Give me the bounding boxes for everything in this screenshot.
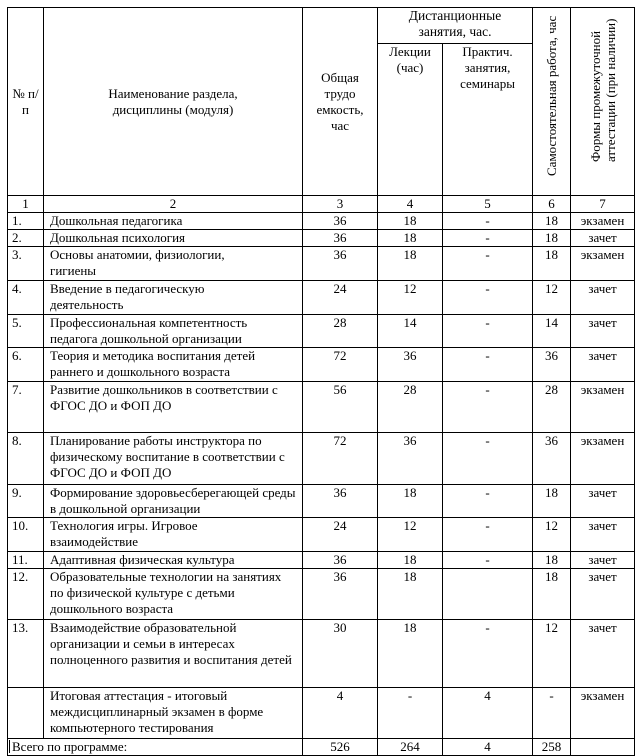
lecture-hours: 12 bbox=[378, 518, 443, 552]
table-header bbox=[8, 8, 635, 213]
self-study-hours: 18 bbox=[533, 485, 571, 518]
practice-hours: - bbox=[443, 552, 533, 569]
practice-hours: - bbox=[443, 348, 533, 382]
row-number bbox=[8, 688, 44, 739]
self-study-hours: 12 bbox=[533, 281, 571, 315]
practice-hours: - bbox=[443, 485, 533, 518]
discipline-name: Теория и методика воспитания детей раннего и дошкольного возраста bbox=[44, 348, 303, 382]
header-lectures-text: Лекции (час) bbox=[389, 44, 431, 75]
table-row bbox=[8, 281, 635, 315]
practice-hours: - bbox=[443, 518, 533, 552]
total-hours: 28 bbox=[303, 315, 378, 348]
total-hours: 24 bbox=[303, 518, 378, 552]
self-study-hours: 12 bbox=[533, 518, 571, 552]
discipline-name: Взаимодействие образовательной организации и семьи в интересах полноценного развития и воспитания детей bbox=[44, 620, 303, 688]
lecture-hours: 18 bbox=[378, 247, 443, 281]
header-self-study-text: Самостоятельная работа, час bbox=[543, 15, 559, 176]
totals-label: Всего по программе: bbox=[8, 739, 303, 756]
attestation-form: зачет bbox=[571, 485, 635, 518]
header-total-text: Общая трудо емкость, час bbox=[316, 69, 364, 133]
table-row bbox=[8, 569, 635, 620]
attestation-form: зачет bbox=[571, 518, 635, 552]
column-number: 4 bbox=[378, 196, 443, 213]
row-number: 12. bbox=[8, 569, 44, 620]
attestation-form: экзамен bbox=[571, 213, 635, 230]
self-study-hours: 18 bbox=[533, 569, 571, 620]
header-self-study bbox=[533, 8, 571, 196]
self-study-hours: 36 bbox=[533, 348, 571, 382]
row-number: 4. bbox=[8, 281, 44, 315]
row-number: 11. bbox=[8, 552, 44, 569]
column-number: 7 bbox=[571, 196, 635, 213]
practice-hours: - bbox=[443, 281, 533, 315]
discipline-name: Образовательные технологии на занятиях по физической культуре с детьми дошкольного возраста bbox=[44, 569, 303, 620]
attestation-form: зачет bbox=[571, 569, 635, 620]
discipline-name: Адаптивная физическая культура bbox=[44, 552, 303, 569]
lecture-hours: 18 bbox=[378, 620, 443, 688]
total-hours: 56 bbox=[303, 382, 378, 433]
self-study-hours: 18 bbox=[533, 247, 571, 281]
table-row bbox=[8, 382, 635, 433]
header-attestation-forms bbox=[571, 8, 635, 196]
table-row bbox=[8, 433, 635, 485]
row-number: 13. bbox=[8, 620, 44, 688]
column-number: 1 bbox=[8, 196, 44, 213]
practice-hours: - bbox=[443, 382, 533, 433]
totals-practice-hours: 4 bbox=[443, 739, 533, 756]
total-hours: 36 bbox=[303, 247, 378, 281]
discipline-name: Итоговая аттестация - итоговый междисциплинарный экзамен в форме компьютерного тестирования bbox=[44, 688, 303, 739]
self-study-hours: 36 bbox=[533, 433, 571, 485]
discipline-name: Технология игры. Игровое взаимодействие bbox=[44, 518, 303, 552]
total-hours: 36 bbox=[303, 485, 378, 518]
total-hours: 36 bbox=[303, 552, 378, 569]
header-lectures bbox=[378, 44, 443, 196]
lecture-hours: 36 bbox=[378, 433, 443, 485]
table-row bbox=[8, 315, 635, 348]
row-number: 10. bbox=[8, 518, 44, 552]
attestation-form: экзамен bbox=[571, 688, 635, 739]
column-number: 3 bbox=[303, 196, 378, 213]
self-study-hours: 14 bbox=[533, 315, 571, 348]
table-row bbox=[8, 213, 635, 230]
lecture-hours: 14 bbox=[378, 315, 443, 348]
header-total-hours bbox=[303, 8, 378, 196]
row-number: 9. bbox=[8, 485, 44, 518]
totals-self-study-hours: 258 bbox=[533, 739, 571, 756]
self-study-hours: 28 bbox=[533, 382, 571, 433]
discipline-name: Формирование здоровьесберегающей среды в дошкольной организации bbox=[44, 485, 303, 518]
table-row bbox=[8, 348, 635, 382]
attestation-form: экзамен bbox=[571, 382, 635, 433]
practice-hours: 4 bbox=[443, 688, 533, 739]
row-number: 7. bbox=[8, 382, 44, 433]
lecture-hours: 18 bbox=[378, 213, 443, 230]
header-name bbox=[44, 8, 303, 196]
column-number: 6 bbox=[533, 196, 571, 213]
discipline-name: Дошкольная психология bbox=[44, 230, 303, 247]
lecture-hours: - bbox=[378, 688, 443, 739]
self-study-hours: - bbox=[533, 688, 571, 739]
table-row bbox=[8, 485, 635, 518]
attestation-form: экзамен bbox=[571, 433, 635, 485]
row-number: 8. bbox=[8, 433, 44, 485]
attestation-form: зачет bbox=[571, 620, 635, 688]
practice-hours: - bbox=[443, 433, 533, 485]
discipline-name: Планирование работы инструктора по физическому воспитание в соответствии с ФГОС ДО и ФОП ДО bbox=[44, 433, 303, 485]
header-distance-text: Дистанционные занятия, час. bbox=[408, 8, 502, 39]
row-number: 2. bbox=[8, 230, 44, 247]
practice-hours: - bbox=[443, 247, 533, 281]
attestation-form: экзамен bbox=[571, 247, 635, 281]
table-row bbox=[8, 620, 635, 688]
table-row bbox=[8, 552, 635, 569]
column-number: 5 bbox=[443, 196, 533, 213]
practice-hours: - bbox=[443, 213, 533, 230]
lecture-hours: 18 bbox=[378, 230, 443, 247]
attestation-form: зачет bbox=[571, 552, 635, 569]
total-hours: 24 bbox=[303, 281, 378, 315]
row-number: 3. bbox=[8, 247, 44, 281]
discipline-name: Профессиональная компетентность педагога дошкольной организации bbox=[44, 315, 303, 348]
header-practice bbox=[443, 44, 533, 196]
total-hours: 30 bbox=[303, 620, 378, 688]
column-number: 2 bbox=[44, 196, 303, 213]
lecture-hours: 18 bbox=[378, 552, 443, 569]
discipline-name: Дошкольная педагогика bbox=[44, 213, 303, 230]
header-number bbox=[8, 8, 44, 196]
total-hours: 72 bbox=[303, 433, 378, 485]
text-cursor-mark bbox=[9, 740, 10, 753]
attestation-form: зачет bbox=[571, 348, 635, 382]
self-study-hours: 18 bbox=[533, 213, 571, 230]
total-hours: 36 bbox=[303, 213, 378, 230]
self-study-hours: 18 bbox=[533, 230, 571, 247]
practice-hours: - bbox=[443, 230, 533, 247]
header-number-text: № п/п bbox=[12, 85, 39, 117]
table-row bbox=[8, 247, 635, 281]
header-attestation-text: Формы промежуточной аттестации (при наличии) bbox=[587, 18, 618, 162]
discipline-name: Основы анатомии, физиологии, гигиены bbox=[44, 247, 303, 281]
attestation-form: зачет bbox=[571, 315, 635, 348]
total-hours: 36 bbox=[303, 569, 378, 620]
table-body bbox=[8, 213, 635, 756]
totals-lecture-hours: 264 bbox=[378, 739, 443, 756]
practice-hours bbox=[443, 569, 533, 620]
discipline-name: Развитие дошкольников в соответствии с ФГОС ДО и ФОП ДО bbox=[44, 382, 303, 433]
lecture-hours: 36 bbox=[378, 348, 443, 382]
practice-hours: - bbox=[443, 620, 533, 688]
practice-hours: - bbox=[443, 315, 533, 348]
lecture-hours: 18 bbox=[378, 569, 443, 620]
table-row bbox=[8, 518, 635, 552]
lecture-hours: 18 bbox=[378, 485, 443, 518]
total-hours: 36 bbox=[303, 230, 378, 247]
table-row bbox=[8, 230, 635, 247]
lecture-hours: 12 bbox=[378, 281, 443, 315]
row-number: 6. bbox=[8, 348, 44, 382]
header-practice-text: Практич. занятия, семинары bbox=[460, 44, 515, 91]
column-number-row bbox=[8, 196, 635, 213]
attestation-form: зачет bbox=[571, 230, 635, 247]
curriculum-table bbox=[7, 7, 635, 756]
self-study-hours: 12 bbox=[533, 620, 571, 688]
header-distance-classes bbox=[378, 8, 533, 44]
totals-total-hours: 526 bbox=[303, 739, 378, 756]
discipline-name: Введение в педагогическую деятельность bbox=[44, 281, 303, 315]
lecture-hours: 28 bbox=[378, 382, 443, 433]
attestation-form: зачет bbox=[571, 281, 635, 315]
table-row-final-attestation bbox=[8, 688, 635, 739]
row-number: 5. bbox=[8, 315, 44, 348]
row-number: 1. bbox=[8, 213, 44, 230]
total-hours: 72 bbox=[303, 348, 378, 382]
header-name-text: Наименование раздела, дисциплины (модуля) bbox=[108, 85, 238, 117]
total-hours: 4 bbox=[303, 688, 378, 739]
self-study-hours: 18 bbox=[533, 552, 571, 569]
